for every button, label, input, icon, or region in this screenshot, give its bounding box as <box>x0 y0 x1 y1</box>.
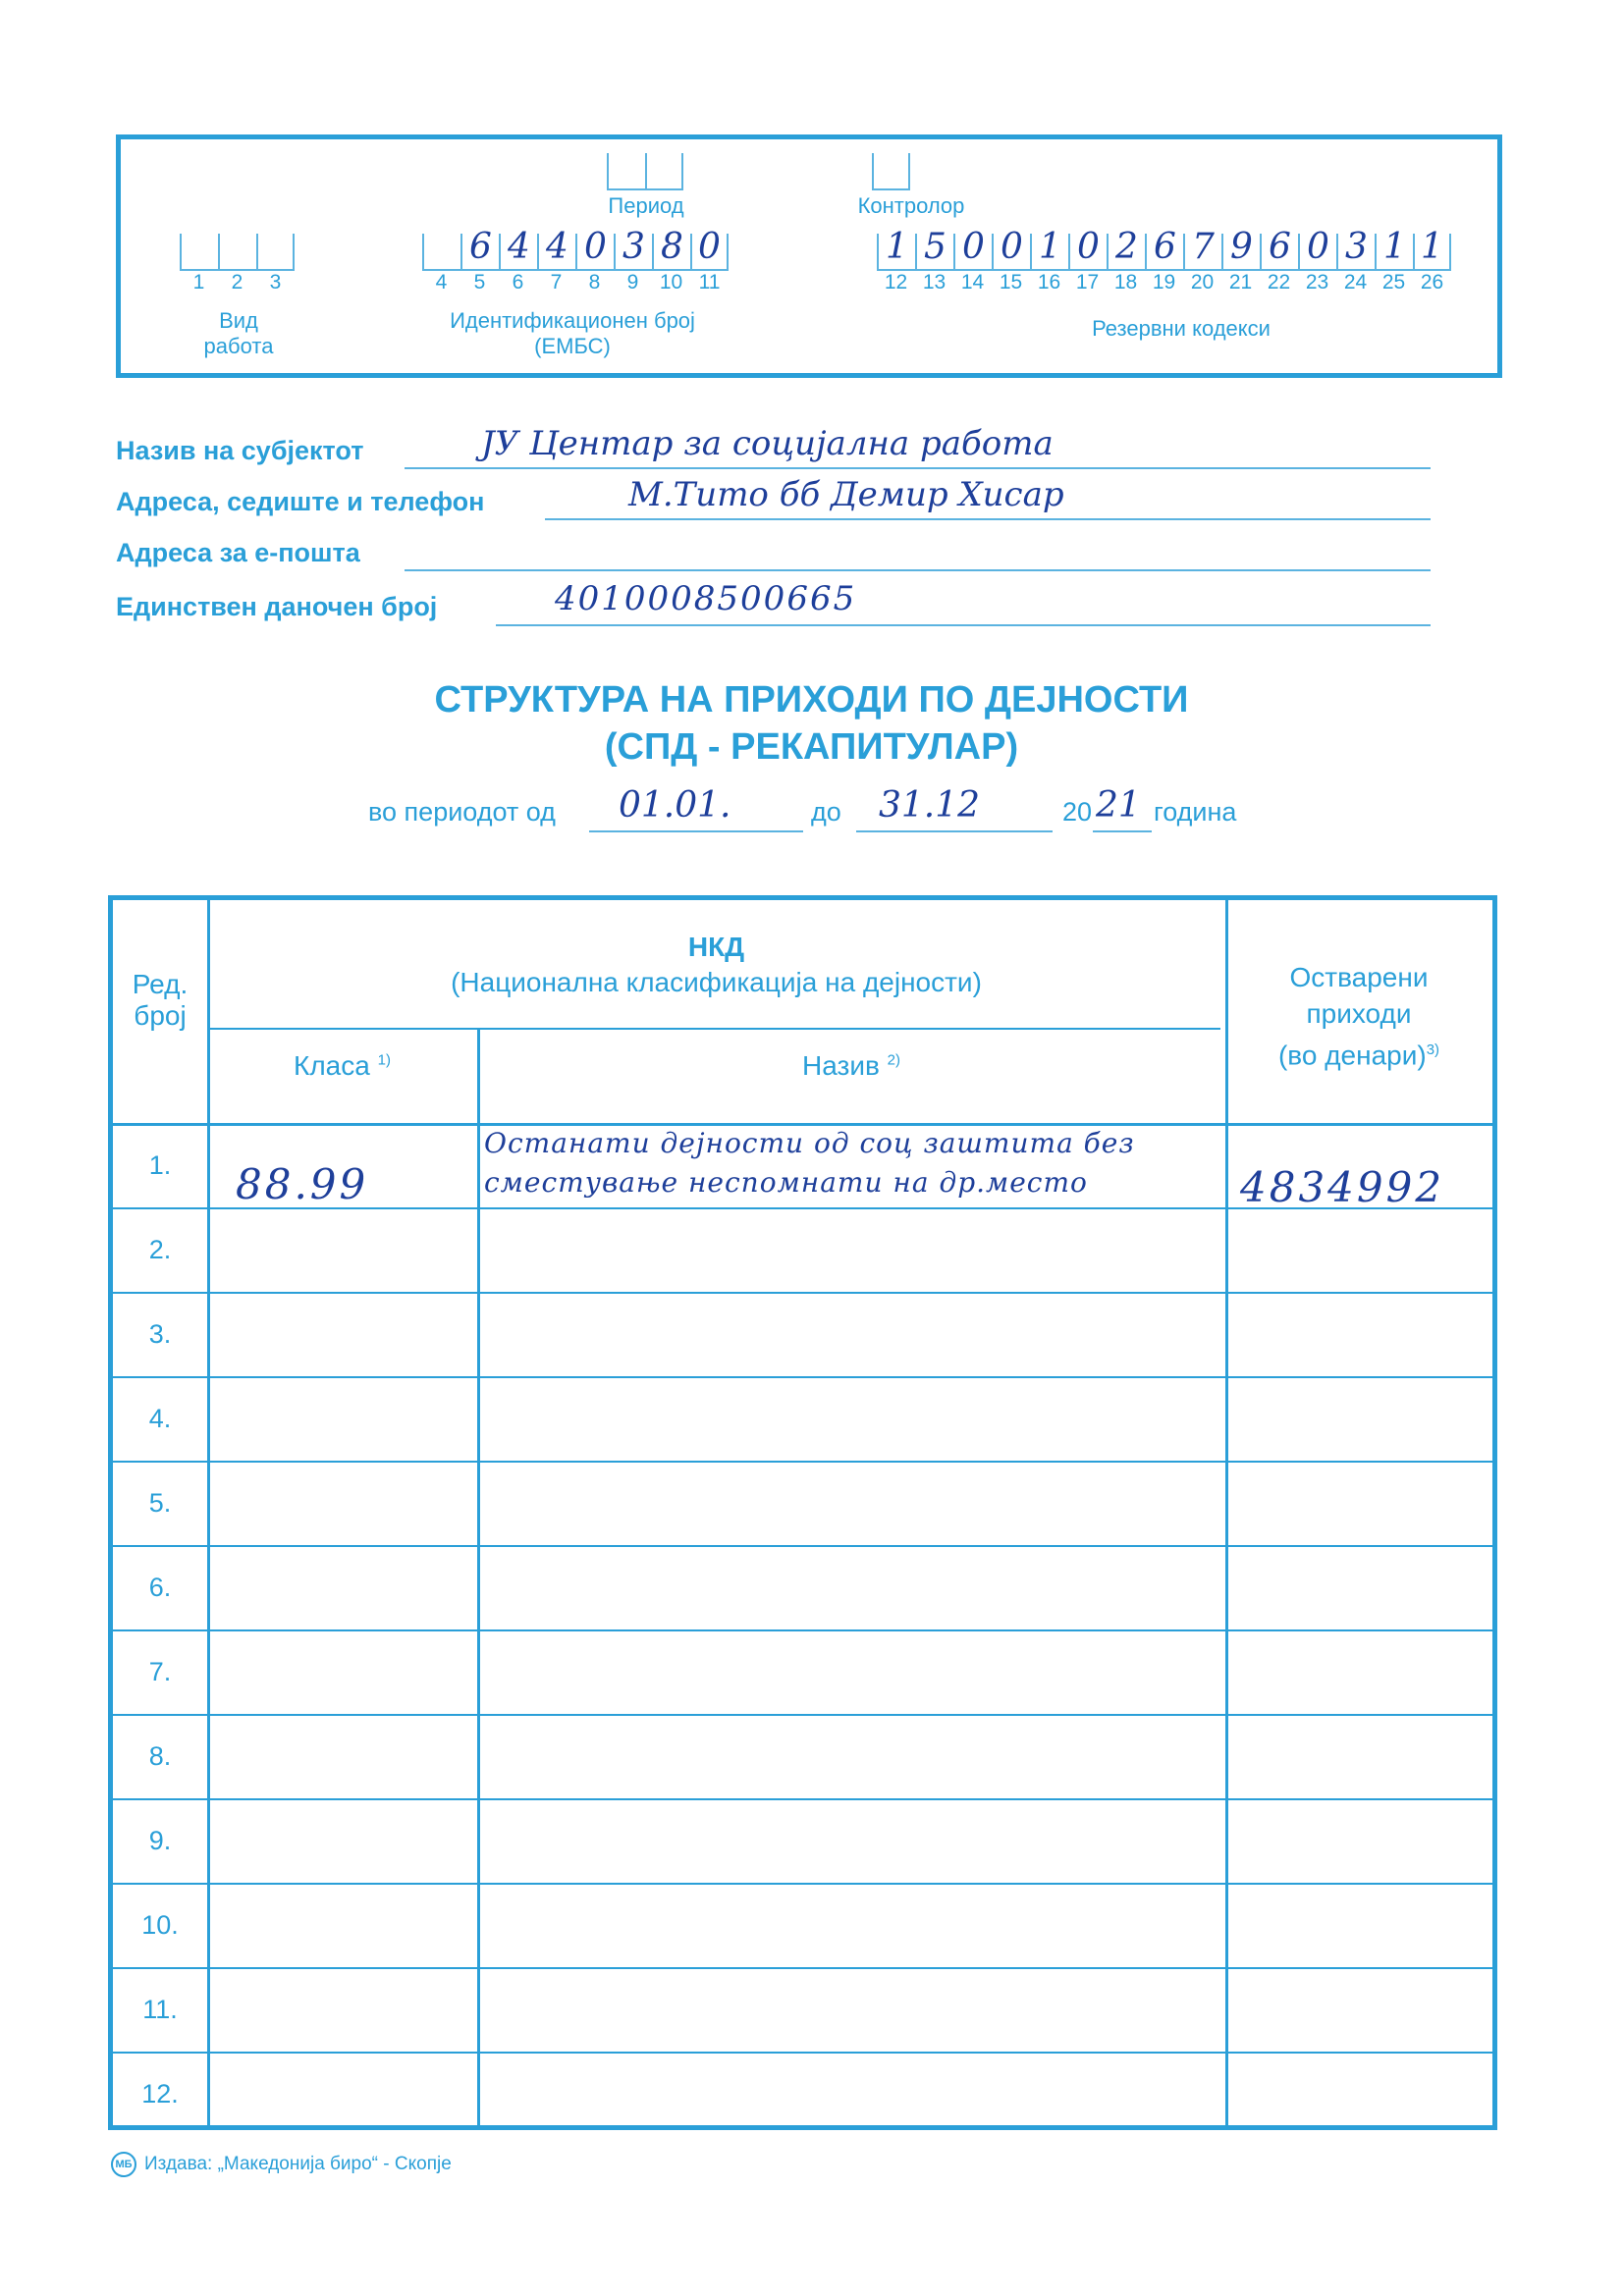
row-number: 1. <box>148 1150 172 1180</box>
row-number: 2. <box>148 1235 172 1264</box>
row-number: 11. <box>142 1995 178 2024</box>
reserve-code-cells[interactable]: 1 5 0 0 1 0 2 6 7 9 6 0 3 1 1 <box>877 234 1451 271</box>
row-number: 12. <box>141 2079 179 2109</box>
publisher-logo-icon: МБ <box>111 2152 136 2177</box>
row-number: 4. <box>148 1404 172 1433</box>
row-number: 10. <box>141 1910 179 1940</box>
col-header-name: Назив $^{2)}$ <box>802 1050 900 1081</box>
row-number: 9. <box>148 1826 172 1855</box>
period-prefix: во периодот од <box>368 797 556 827</box>
address-value: М.Тито бб Демир Хисар <box>628 475 1064 514</box>
nkd-title: НКД <box>687 932 745 962</box>
work-type-label: Вид работа <box>203 308 274 358</box>
period-from-value: 01.01. <box>619 785 731 826</box>
period-label: Период <box>608 193 684 218</box>
row-number: 3. <box>148 1319 172 1349</box>
work-type-cells[interactable] <box>180 234 295 271</box>
tax-number-label: Единствен даночен број <box>116 592 438 621</box>
period-from-line[interactable] <box>589 830 803 832</box>
row-number: 6. <box>148 1573 172 1602</box>
period-to-label: до <box>811 797 841 827</box>
subject-name-label: Назив на субјектот <box>116 436 364 465</box>
work-type-numbers: 1 2 3 <box>192 271 282 294</box>
controller-cells[interactable] <box>872 153 910 190</box>
row-1-activity-name[interactable]: Останати дејности од соц заштита без сместување неспомнати на др.место <box>484 1127 1135 1199</box>
form-title: СТРУКТУРА НА ПРИХОДИ ПО ДЕЈНОСТИ <box>434 679 1189 721</box>
subject-name-line[interactable] <box>405 467 1431 469</box>
publisher-text: Издава: „Македонија биро“ - Скопје <box>144 2154 452 2174</box>
address-label: Адреса, седиште и телефон <box>116 487 485 516</box>
id-number-positions: 4 5 6 7 8 9 10 11 <box>435 271 721 294</box>
row-number: 8. <box>148 1741 172 1771</box>
controller-label: Контролор <box>857 193 965 218</box>
col-header-income: Остварени приходи (во денари)$^{3)}$ <box>1277 962 1440 1071</box>
row-number: 5. <box>148 1488 172 1518</box>
tax-number-value: 4010008500665 <box>555 579 857 618</box>
year-prefix: 20 <box>1062 797 1093 827</box>
year-value: 21 <box>1096 785 1141 826</box>
period-to-line[interactable] <box>856 830 1053 832</box>
period-to-value: 31.12 <box>879 785 981 826</box>
header-code-box <box>116 134 1502 378</box>
year-label: година <box>1154 797 1237 827</box>
row-1-class[interactable]: 88.99 <box>236 1160 369 1208</box>
address-line[interactable] <box>545 518 1431 520</box>
row-number: 7. <box>148 1657 172 1686</box>
form-subtitle: (СПД - РЕКАПИТУЛАР) <box>604 726 1019 768</box>
reserve-code-label: Резервни кодекси <box>1092 316 1271 341</box>
col-header-number: Ред. број <box>132 969 189 1031</box>
publisher-footer <box>111 2152 452 2177</box>
nkd-subtitle: (Национална класификација на дејности) <box>451 967 982 997</box>
subject-name-value: ЈУ Центар за социјална работа <box>481 424 1054 463</box>
income-table <box>108 895 1497 2130</box>
period-cells[interactable] <box>607 153 683 190</box>
col-header-class: Класа $^{1)}$ <box>294 1050 391 1081</box>
tax-number-line[interactable] <box>496 624 1431 626</box>
id-number-label: Идентификационен број (ЕМБС) <box>450 308 695 358</box>
year-line[interactable] <box>1093 830 1152 832</box>
email-line[interactable] <box>405 569 1431 571</box>
reserve-code-positions: 12 13 14 15 16 17 18 19 20 21 22 23 24 25 26 <box>884 271 1444 294</box>
row-1-income[interactable]: 4834992 <box>1240 1163 1445 1211</box>
id-number-cells[interactable]: 6 4 4 0 3 8 0 <box>422 234 729 271</box>
email-label: Адреса за е-пошта <box>116 538 360 567</box>
